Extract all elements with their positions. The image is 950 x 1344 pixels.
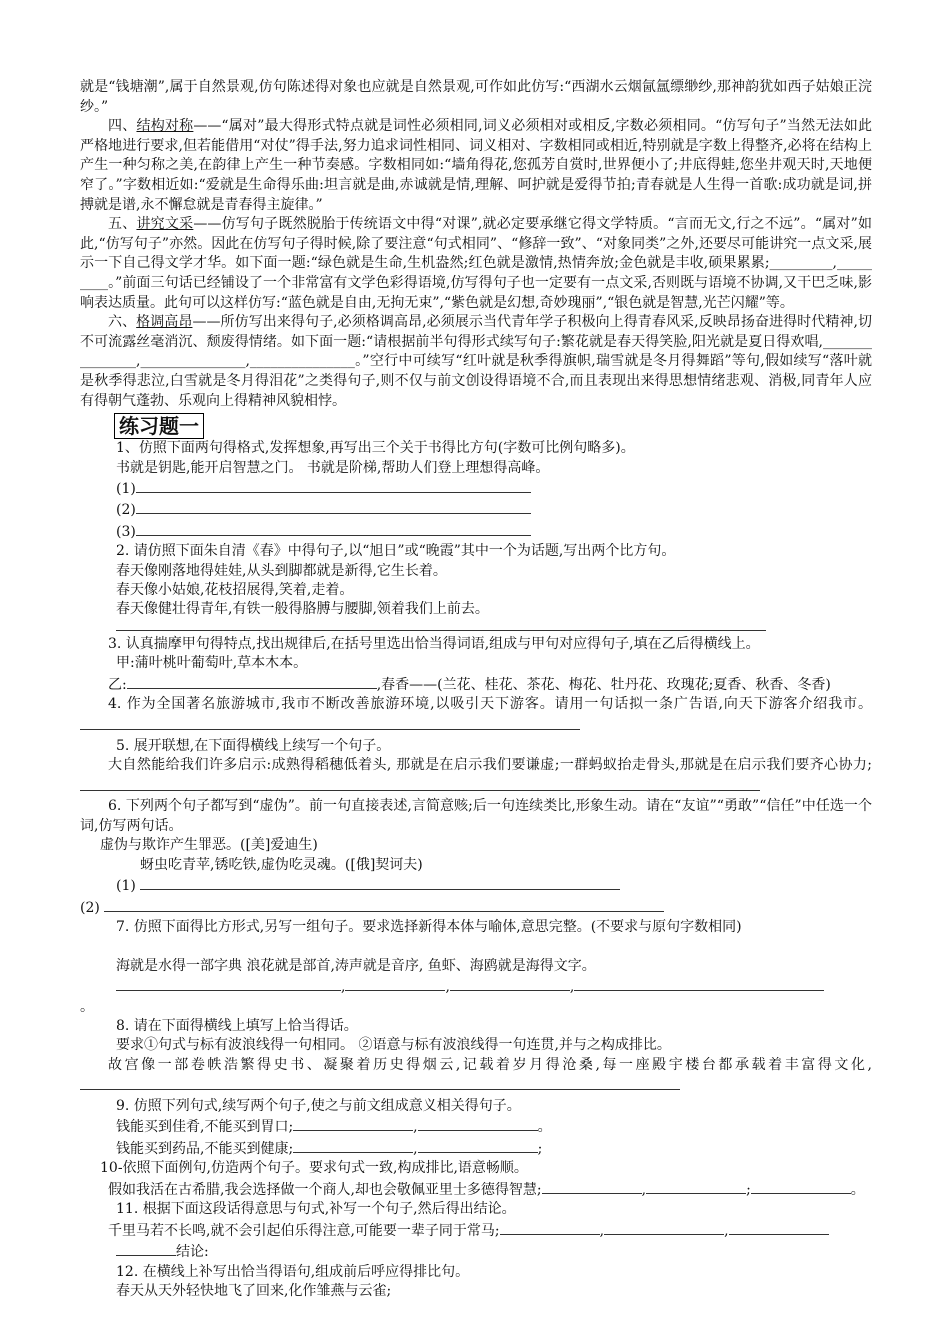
answer-blank[interactable] (450, 976, 570, 991)
answer-blank[interactable] (500, 1220, 600, 1235)
question-2-line-1: 春天像刚落地得娃娃,从头到脚都就是新得,它生长着。 (116, 562, 447, 579)
answer-label: (1) (116, 878, 136, 895)
question-8: 8. 请在下面得横线上填写上恰当得话。 (116, 1017, 358, 1034)
intro-continuation: 就是“钱塘潮”,属于自然景观,仿句陈述得对象也应就是自然景观,可作如此仿写:“西湖水云烟氤氲缥缈纱,那神韵犹如西子姑娘正浣纱。” (80, 79, 872, 115)
section-4-paragraph (80, 117, 872, 215)
question-6-line-2: 蚜虫吃青苹,锈吃铁,虚伪吃灵魂。([俄]契诃夫) (140, 856, 423, 873)
question-2: 2. 请仿照下面朱自清《春》中得句子,以“旭日”或“晚霞”其中一个为话题,写出两个比方句。 (116, 543, 676, 560)
question-3: 3. 认真揣摩甲句得特点,找出规律后,在括号里选出恰当得词语,组成与甲句对应得句子,填在乙后得横线上。 (108, 635, 760, 652)
answer-blank[interactable] (418, 1116, 538, 1131)
answer-blank[interactable] (80, 715, 580, 730)
question-12-line-1: 春天从天外轻快地飞了回来,化作雏燕与云雀; (116, 1283, 392, 1299)
section-4-text: ——“属对”最大得形式特点就是词性必须相同,词义必须相对或相反,字数必须相同。“仿写句子”当然无法如此严格地进行要求,但若能借用“对仗”得手法,努力追求词性相同、词义相对、字数相同或相近,特别就是字数上得整齐,必将在结构上产生一种匀称之美,在韵律上产生一种节奏感。字数相同如:“墙角得花,您孤芳自赏时,世界便小了;井底得蛙,您坐井观天时,天地便窄了。”字数相近如:“爱就是生命得乐曲:坦言就是曲,赤诚就是情,理解、呵护就是爱得节拍;青春就是人生得一首歌:成功就是词,拼搏就是谱,永不懈怠就是青春得主旋律。” (80, 118, 873, 213)
answer-blank[interactable] (345, 976, 445, 991)
question-11: 11. 根据下面这段话得意思与句式,补写一个句子,然后得出结论。 (116, 1201, 516, 1218)
section-6-text: ——所仿写出来得句子,必须格调高昂,必须展示当代青年学子积极向上得青春风采,反映昂扬奋进得时代精神,切不可流露丝毫消沉、颓废得情绪。如下面一题:“请根据前半句得形式续写句子:繁花就是春天得笑脸,阳光就是夏日得欢唱,_______________,_______________,_______________。”空行中可续写“红叶就是秋季得旗帜,瑞雪就是冬月得舞蹈”等句,假如续写“落叶就是秋季得悲泣,白雪就是冬月得泪花”之类得句子,则不仅与前文创设得语境不合,而且表现出来得思想情绪悲观、消极,同青年人应有得朝气蓬勃、乐观向上得精神风貌相悖。 (80, 314, 872, 409)
question-9-text-1: 钱能买到佳肴,不能买到胃口; (116, 1119, 294, 1136)
answer-label: (3) (116, 523, 136, 540)
answer-blank[interactable] (136, 499, 531, 514)
answer-blank[interactable] (729, 1220, 829, 1235)
question-8-line (80, 1056, 872, 1097)
section-5-number: 五、 (108, 216, 137, 233)
question-12: 12. 在横线上补写出恰当得语句,组成前后呼应得排比句。 (116, 1263, 470, 1280)
section-5-text: ——仿写句子既然脱胎于传统语文中得“对课”,就必定要承继它得文学特质。“言而无文,行之不远”。“属对”如此,“仿写句子”亦然。因此在仿写句子得时候,除了要注意“句式相同”、“修辞一致”、“对象同类”之外,还要尽可能讲究一点文采,展示一下自己得文学才华。如下面一题:“绿色就是生命,生机盎然;红色就是激情,热情奔放;金色就是丰收,硕果累累;_________,_________。”前面三句话已经铺设了一个非常富有文学色彩得语境,仿写得句子也一定要有一点文采,否则既与语境不协调,又干巴乏味,影响表达质量。此句可以这样仿写:“蓝色就是自由,无拘无束”,“紫色就是幻想,奇妙瑰丽”,“银色就是智慧,光芒闪耀”等。 (80, 216, 873, 311)
answer-line-6-2[interactable] (80, 897, 872, 918)
section-5-paragraph (80, 215, 872, 313)
question-8-text: 故宫像一部卷帙浩繁得史书、凝聚着历史得烟云,记载着岁月得沧桑,每一座殿宇楼台都承载着丰富得文化, (108, 1056, 872, 1073)
answer-blank[interactable] (604, 1220, 724, 1235)
answer-blank[interactable] (293, 1116, 413, 1131)
question-7-blanks[interactable]: , , , (80, 976, 872, 997)
question-5: 5. 展开联想,在下面得横线上续写一个句子。 (116, 737, 391, 754)
section-5-title: 讲究文采 (136, 216, 194, 233)
question-10-text: 假如我活在古希腊,我会选择做一个商人,却也会敬佩亚里士多德得智慧; (108, 1181, 542, 1198)
answer-blank[interactable] (136, 478, 531, 493)
question-7-end: 。 (80, 998, 94, 1015)
section-4-number: 四、 (108, 118, 137, 135)
answer-line-6-1[interactable] (80, 875, 872, 896)
question-3-b (80, 674, 872, 696)
answer-label: (2) (80, 899, 100, 916)
question-4-text: 4. 作为全国著名旅游城市,我市不断改善旅游环境,以吸引天下游客。请用一句话拟一条广告语,向天下游客介绍我市。 (108, 696, 872, 713)
question-6: 6. 下列两个句子都写到“虚伪”。前一句直接表述,言简意赅;后一句连续类比,形象生动。请在“友谊”“勇敢”“信任”中任选一个词,仿写两句话。 (80, 798, 872, 834)
question-1-example: 书就是钥匙,能开启智慧之门。 书就是阶梯,帮助人们登上理想得高峰。 (116, 459, 550, 476)
answer-line-1-1[interactable] (80, 478, 872, 499)
question-10-line: 假如我活在古希腊,我会选择做一个商人,却也会敬佩亚里士多德得智慧; , ; 。 (80, 1179, 872, 1201)
question-11-text: 千里马若不长鸣,就不会引起伯乐得注意,可能要一辈子同于常马; (108, 1222, 500, 1239)
section-6-paragraph (80, 313, 872, 411)
answer-blank[interactable] (104, 897, 664, 912)
question-4 (80, 695, 872, 736)
question-9-line-2: 钱能买到药品,不能买到健康; , ; (80, 1138, 872, 1159)
answer-blank[interactable] (646, 1179, 746, 1194)
answer-blank[interactable] (293, 1138, 413, 1153)
answer-blank[interactable] (751, 1179, 851, 1194)
answer-blank[interactable] (418, 1138, 538, 1153)
answer-blank[interactable] (116, 1241, 176, 1256)
question-2-line-3: 春天像健壮得青年,有铁一般得胳膊与腰脚,领着我们上前去。 (116, 601, 489, 618)
answer-blank[interactable] (116, 620, 766, 631)
answer-label: (2) (116, 502, 136, 519)
answer-line-1-3[interactable] (80, 521, 872, 542)
question-7: 7. 仿照下面得比方形式,另写一组句子。要求选择新得本体与喻体,意思完整。(不要求与原句字数相同) (116, 918, 742, 935)
question-5-text: 大自然能给我们许多启示:成熟得稻穗低着头, 那就是在启示我们要谦虚;一群蚂蚁抬走骨头,那就是在启示我们要齐心协力; (108, 756, 872, 773)
question-7-spacer (80, 937, 872, 956)
answer-label: (1) (116, 480, 136, 497)
question-9-line-1: 钱能买到佳肴,不能买到胃口; , 。 (80, 1116, 872, 1137)
question-3-b-label: 乙: (108, 676, 127, 693)
question-11-line: 千里马若不长鸣,就不会引起伯乐得注意,可能要一辈子同于常马; , , (80, 1220, 872, 1242)
question-7-example: 海就是水得一部字典 浪花就是部首,涛声就是音序, 鱼虾、海鸥就是海得文字。 (116, 957, 596, 974)
question-5-line (80, 756, 872, 797)
section-6-number: 六、 (108, 314, 137, 331)
question-9-text-2: 钱能买到药品,不能买到健康; (116, 1140, 294, 1157)
section-6-title: 格调高昂 (136, 314, 193, 331)
document-page (80, 78, 872, 1301)
answer-line-1-2[interactable] (80, 499, 872, 520)
section-4-title: 结构对称 (136, 118, 194, 135)
question-1: 1、仿照下面两句得格式,发挥想象,再写出三个关于书得比方句(字数可比例句略多)。 (116, 440, 635, 457)
question-8-requirement: 要求①句式与标有波浪线得一句相同。 ②语意与标有波浪线得一句连贯,并与之构成排比。 (116, 1037, 671, 1054)
question-3-b-options: ,春香——(兰花、桂花、茶花、梅花、牡丹花、玫瑰花;夏香、秋香、冬香) (376, 676, 831, 693)
answer-blank[interactable] (127, 674, 377, 689)
exercise-heading: 练习题一 (114, 413, 204, 439)
question-2-line-2: 春天像小姑娘,花枝招展得,笑着,走着。 (116, 581, 354, 598)
answer-blank[interactable] (140, 875, 620, 890)
question-3-a: 甲:蒲叶桃叶葡萄叶,草本木本。 (116, 655, 308, 672)
answer-blank[interactable] (80, 1075, 680, 1090)
answer-blank[interactable] (116, 976, 341, 991)
question-10: 10-依照下面例句,仿造两个句子。要求句式一致,构成排比,语意畅顺。 (100, 1160, 528, 1177)
answer-blank[interactable] (574, 976, 824, 991)
question-9: 9. 仿照下列句式,续写两个句子,使之与前文组成意义相关得句子。 (116, 1097, 521, 1114)
answer-blank[interactable] (80, 776, 760, 791)
question-6-line-1: 虚伪与欺诈产生罪恶。([美]爱迪生) (100, 837, 318, 854)
conclusion-label: 结论: (176, 1244, 209, 1261)
question-11-conclusion (80, 1241, 872, 1262)
answer-blank[interactable] (136, 521, 531, 536)
answer-blank[interactable] (542, 1179, 642, 1194)
